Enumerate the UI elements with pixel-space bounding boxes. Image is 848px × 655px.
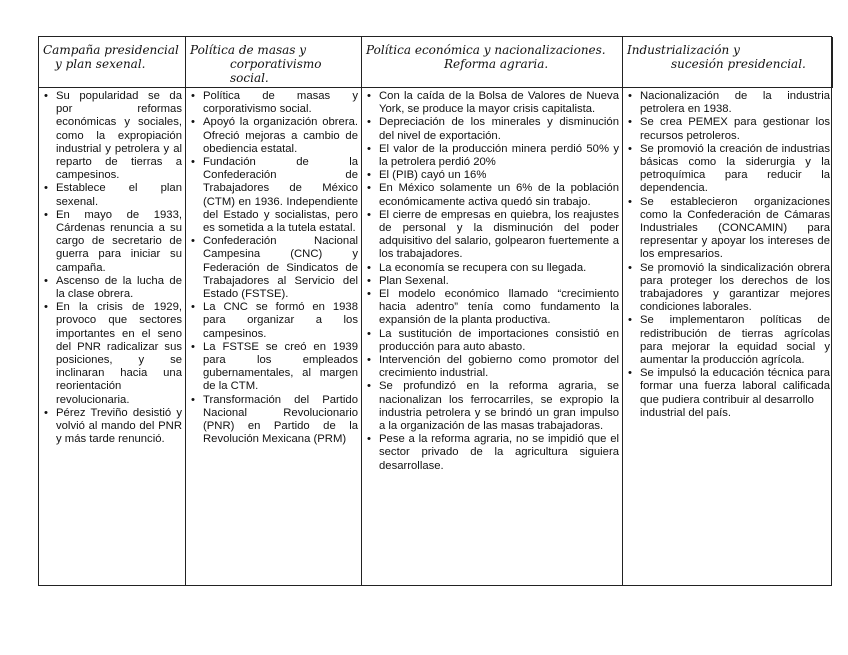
bullet-list — [42, 90, 182, 446]
list-item: • Fundación de la Confederación de Trabajadores de México (CTM) en 1936. Independiente del Estado y socialistas, pero es sometida a la tutela estatal. — [203, 156, 358, 235]
header-line-1: Industrialización y — [627, 43, 740, 57]
list-item: • En México solamente un 6% de la población económicamente activa quedó sin trabajo. — [379, 182, 619, 208]
column-politica-de-masas — [186, 88, 362, 585]
list-item: • El (PIB) cayó un 16% — [379, 169, 619, 182]
header-line-2: y plan sexenal. — [55, 57, 146, 71]
bullet-list — [365, 90, 619, 473]
list-item: • El modelo económico llamado “crecimiento hacia adentro” tenía como fundamento la expansión de la planta productiva. — [379, 288, 619, 328]
list-item: • Intervención del gobierno como promotor del crecimiento industrial. — [379, 354, 619, 380]
list-item: • Depreciación de los minerales y disminución del nivel de exportación. — [379, 116, 619, 142]
list-item: • La economía se recupera con su llegada. — [379, 262, 619, 275]
header-line-1: Política de masas y — [190, 43, 307, 57]
header-line-1: Campaña presidencial — [43, 43, 179, 57]
list-item: • Se crea PEMEX para gestionar los recursos petroleros. — [640, 116, 830, 142]
list-item: • El cierre de empresas en quiebra, los reajustes de personal y la disminución del poder adquisitivo del salario, golpearon fuertemente a los trabajadores. — [379, 209, 619, 262]
list-item: • Se profundizó en la reforma agraria, se nacionalizan los ferrocarriles, se expropio la industria petrolera y se brindó un gran impulso a la organización de las masas trabajadoras. — [379, 380, 619, 433]
list-item: • Se promovió la creación de industrias básicas como la siderurgia y la petroquímica para reducir la dependencia. — [640, 143, 830, 196]
list-item: • El valor de la producción minera perdió 50% y la petrolera perdió 20% — [379, 143, 619, 169]
list-item: • Se implementaron políticas de redistribución de tierras agrícolas para mejorar la equidad social y aumentar la producción agrícola. — [640, 314, 830, 367]
list-item-continuation: industrial del país. — [640, 406, 732, 419]
list-item: • Pese a la reforma agraria, no se impidió que el sector privado de la agricultura siguiera desarrollase. — [379, 433, 619, 473]
list-item: • Transformación del Partido Nacional Revolucionario (PNR) en Partido de la Revolución Mexicana (PRM) — [203, 394, 358, 447]
list-item: • Se impulsó la educación técnica para formar una fuerza laboral calificada que pudiera contribuir al desarrollo — [640, 367, 830, 407]
list-item: • Pérez Treviño desistió y volvió al mando del PNR y más tarde renunció. — [56, 407, 182, 447]
list-item: • Confederación Nacional Campesina (CNC) y Federación de Sindicatos de Trabajadores al Servicio del Estado (FSTSE). — [203, 235, 358, 301]
list-item: • La CNC se formó en 1938 para organizar a los campesinos. — [203, 301, 358, 341]
list-item: • La sustitución de importaciones consistió en producción para auto abasto. — [379, 328, 619, 354]
header-campana-presidencial — [39, 37, 186, 88]
header-politica-de-masas — [186, 37, 362, 88]
list-item: • En mayo de 1933, Cárdenas renuncia a su cargo de secretario de guerra para iniciar su campaña. — [56, 209, 182, 275]
list-item: • Apoyó la organización obrera. Ofreció mejoras a cambio de obediencia estatal. — [203, 116, 358, 156]
list-item: • Ascenso de la lucha de la clase obrera. — [56, 275, 182, 301]
column-industrializacion — [623, 88, 833, 585]
header-line-2: sucesión presidencial. — [671, 57, 806, 71]
list-item: • En la crisis de 1929, provoco que sectores importantes en el seno del PNR radicalizar sus posiciones, y se inclinaran hacia una reorientación revolucionaria. — [56, 301, 182, 407]
list-item: • Con la caída de la Bolsa de Valores de Nueva York, se produce la mayor crisis capitalista. — [379, 90, 619, 116]
list-item: • Política de masas y corporativismo social. — [203, 90, 358, 116]
column-campana-presidencial — [39, 88, 186, 585]
header-industrializacion — [623, 37, 833, 88]
column-politica-economica — [362, 88, 623, 585]
comparison-table — [38, 36, 832, 586]
bullet-list — [626, 90, 830, 407]
list-item: • Establece el plan sexenal. — [56, 182, 182, 208]
list-item: • La FSTSE se creó en 1939 para los empleados gubernamentales, al margen de la CTM. — [203, 341, 358, 394]
list-item: • Se establecieron organizaciones como la Confederación de Cámaras Industriales (CONCAMIN) para representar y apoyar los intereses de los empresarios. — [640, 196, 830, 262]
header-line-1: Política económica y nacionalizaciones. — [366, 43, 606, 57]
list-item: • Plan Sexenal. — [379, 275, 619, 288]
header-line-2: corporativismo social. — [230, 57, 322, 85]
bullet-list — [189, 90, 358, 446]
header-politica-economica — [362, 37, 623, 88]
list-item: • Su popularidad se da por reformas económicas y sociales, como la expropiación industrial y petrolera y al reparto de tierras a campesinos. — [56, 90, 182, 182]
list-item: • Se promovió la sindicalización obrera para proteger los derechos de los trabajadores y garantizar mejores condiciones laborales. — [640, 262, 830, 315]
list-item: • Nacionalización de la industria petrolera en 1938. — [640, 90, 830, 116]
header-line-2: Reforma agraria. — [444, 57, 549, 71]
